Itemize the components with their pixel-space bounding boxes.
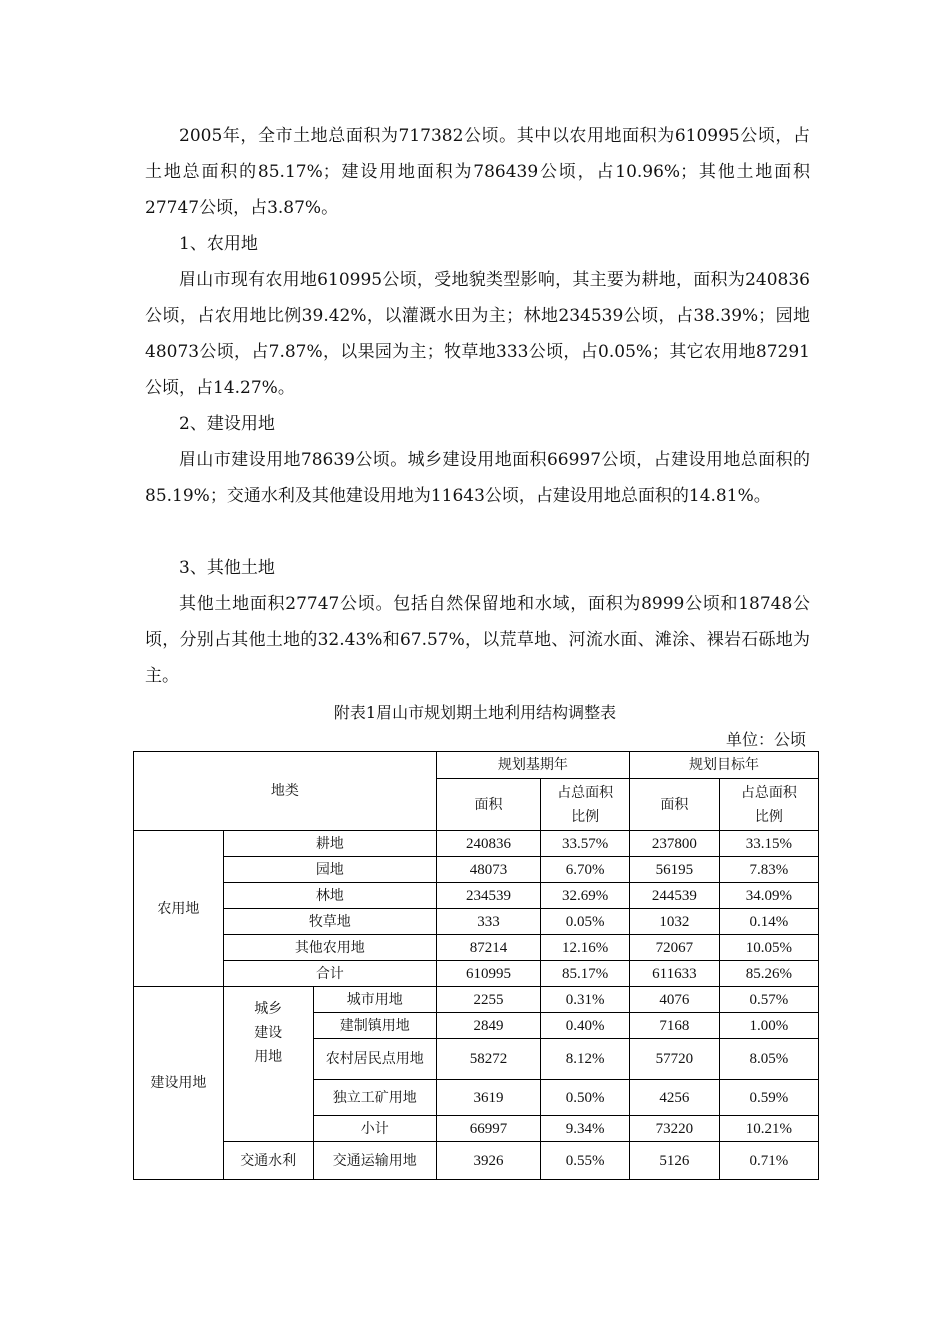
target-area: 244539 <box>629 883 719 909</box>
header-target-area: 面积 <box>629 779 719 831</box>
section-body-other-land: 其他土地面积27747公顷。包括自然保留地和水域，面积为8999公顷和18748公顷，分别占其他土地的32.43%和67.57%，以荒草地、河流水面、滩涂、裸岩石砾地为主。 <box>145 594 810 686</box>
base-area: 3926 <box>436 1142 540 1180</box>
target-area: 237800 <box>629 831 719 857</box>
table-row <box>134 883 819 909</box>
target-area: 72067 <box>629 935 719 961</box>
target-area: 73220 <box>629 1116 719 1142</box>
table-row <box>134 987 819 1013</box>
base-pct: 0.31% <box>541 987 630 1013</box>
target-pct: 0.14% <box>719 909 818 935</box>
base-area: 66997 <box>436 1116 540 1142</box>
target-area: 7168 <box>629 1013 719 1039</box>
row-name: 其他农用地 <box>223 935 436 961</box>
base-area: 87214 <box>436 935 540 961</box>
land-use-table <box>133 751 819 1180</box>
target-area: 611633 <box>629 961 719 987</box>
base-area: 333 <box>436 909 540 935</box>
base-pct: 0.55% <box>541 1142 630 1180</box>
row-name: 合计 <box>223 961 436 987</box>
target-pct: 0.71% <box>719 1142 818 1180</box>
row-name: 小计 <box>313 1116 436 1142</box>
row-name: 交通运输用地 <box>313 1142 436 1180</box>
target-pct: 34.09% <box>719 883 818 909</box>
base-area: 2849 <box>436 1013 540 1039</box>
target-area: 56195 <box>629 857 719 883</box>
table-unit: 单位：公顷 <box>725 730 806 749</box>
table-caption: 附表1眉山市规划期土地利用结构调整表 <box>333 703 617 722</box>
base-area: 610995 <box>436 961 540 987</box>
row-name: 林地 <box>223 883 436 909</box>
table-row <box>134 935 819 961</box>
section-heading-construction: 2、建设用地 <box>179 414 275 434</box>
row-name: 建制镇用地 <box>313 1013 436 1039</box>
header-base-year: 规划基期年 <box>436 752 629 779</box>
header-target-year: 规划目标年 <box>629 752 818 779</box>
header-base-area: 面积 <box>436 779 540 831</box>
base-pct: 0.50% <box>541 1080 630 1116</box>
base-pct: 12.16% <box>541 935 630 961</box>
target-pct: 85.26% <box>719 961 818 987</box>
base-area: 2255 <box>436 987 540 1013</box>
subcategory-urban-rural: 城乡建设用地 <box>223 987 313 1142</box>
row-name: 牧草地 <box>223 909 436 935</box>
target-pct: 7.83% <box>719 857 818 883</box>
base-pct: 0.05% <box>541 909 630 935</box>
target-area: 1032 <box>629 909 719 935</box>
base-area: 58272 <box>436 1039 540 1080</box>
target-area: 4256 <box>629 1080 719 1116</box>
base-pct: 6.70% <box>541 857 630 883</box>
base-area: 3619 <box>436 1080 540 1116</box>
row-name: 独立工矿用地 <box>313 1080 436 1116</box>
target-pct: 0.59% <box>719 1080 818 1116</box>
target-area: 4076 <box>629 987 719 1013</box>
row-name: 园地 <box>223 857 436 883</box>
section-heading-agricultural: 1、农用地 <box>179 234 258 254</box>
table-row <box>134 831 819 857</box>
subcategory-transport: 交通水利 <box>223 1142 313 1180</box>
row-name: 城市用地 <box>313 987 436 1013</box>
header-target-share: 占总面积比例 <box>719 779 818 831</box>
target-pct: 1.00% <box>719 1013 818 1039</box>
row-name: 耕地 <box>223 831 436 857</box>
table-row <box>134 1142 819 1180</box>
target-pct: 0.57% <box>719 987 818 1013</box>
target-pct: 10.05% <box>719 935 818 961</box>
intro-paragraph: 2005年，全市土地总面积为717382公顷。其中以农用地面积为610995公顷，占土地总面积的85.17%；建设用地面积为786439公顷，占10.96%；其他土地面积27747公顷，占3.87%。 <box>145 126 810 218</box>
section-heading-other-land: 3、其他土地 <box>179 558 275 578</box>
table-row <box>134 909 819 935</box>
category-agricultural: 农用地 <box>134 831 224 987</box>
target-pct: 33.15% <box>719 831 818 857</box>
base-pct: 85.17% <box>541 961 630 987</box>
header-land-type: 地类 <box>134 752 437 831</box>
table-row-total <box>134 961 819 987</box>
base-pct: 9.34% <box>541 1116 630 1142</box>
target-pct: 8.05% <box>719 1039 818 1080</box>
base-area: 240836 <box>436 831 540 857</box>
target-area: 5126 <box>629 1142 719 1180</box>
header-base-share: 占总面积比例 <box>541 779 630 831</box>
row-name: 农村居民点用地 <box>313 1039 436 1080</box>
table-header-row <box>134 752 819 779</box>
base-pct: 32.69% <box>541 883 630 909</box>
base-pct: 33.57% <box>541 831 630 857</box>
section-body-construction: 眉山市建设用地78639公顷。城乡建设用地面积66997公顷，占建设用地总面积的85.19%；交通水利及其他建设用地为11643公顷，占建设用地总面积的14.81%。 <box>145 450 810 506</box>
base-pct: 8.12% <box>541 1039 630 1080</box>
base-pct: 0.40% <box>541 1013 630 1039</box>
target-pct: 10.21% <box>719 1116 818 1142</box>
base-area: 234539 <box>436 883 540 909</box>
table-row <box>134 857 819 883</box>
target-area: 57720 <box>629 1039 719 1080</box>
category-construction: 建设用地 <box>134 987 224 1180</box>
section-body-agricultural: 眉山市现有农用地610995公顷，受地貌类型影响，其主要为耕地，面积为240836公顷，占农用地比例39.42%，以灌溉水田为主；林地234539公顷，占38.39%；园地48073公顷，占7.87%，以果园为主；牧草地333公顷，占0.05%；其它农用地87291公顷，占14.27%。 <box>145 270 810 398</box>
base-area: 48073 <box>436 857 540 883</box>
